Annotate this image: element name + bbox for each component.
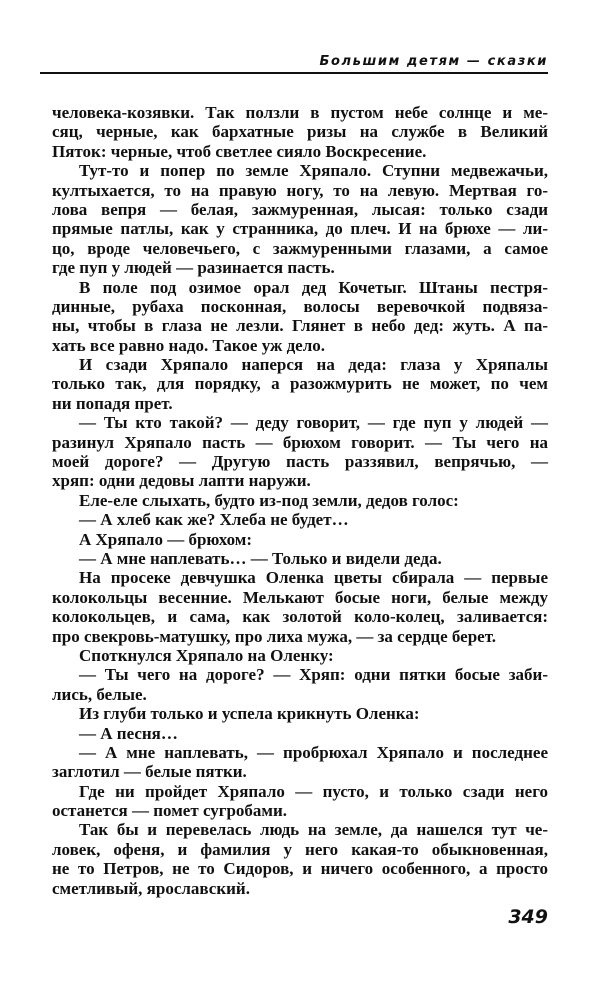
- text-line: Пяток: черные, чтоб светлее сияло Воскресение.: [52, 141, 427, 161]
- text-line: разинул Хряпало пасть — брюхом говорит. — Ты чего на: [52, 432, 548, 452]
- text-line: лова вепря — белая, зажмуренная, лысая: только сзади: [52, 199, 548, 219]
- text-line: колокольцев, и сама, как золотой коло-колец, заливается:: [52, 607, 548, 627]
- text-line: цо, вроде человечьего, с зажмуренными глазами, а самое: [52, 238, 548, 258]
- paragraph: [52, 568, 548, 646]
- paragraph: [52, 413, 548, 491]
- text-line: А Хряпало — брюхом:: [79, 529, 252, 549]
- text-line: — А мне наплевать, — пробрюхал Хряпало и последнее: [79, 742, 548, 762]
- text-line: — А мне наплевать… — Только и видели деда.: [79, 548, 442, 568]
- text-line: култыхается, то на правую ногу, то на левую. Мертвая го-: [52, 180, 548, 200]
- text-line: Споткнулся Хряпало на Оленку:: [79, 645, 334, 665]
- paragraph: [52, 530, 548, 549]
- paragraph: [52, 820, 548, 898]
- paragraph: [52, 724, 548, 743]
- paragraph: [52, 161, 548, 277]
- paragraph: [52, 646, 548, 665]
- text-line: моей дороге? — Другую пасть раззявил, вепрячью, —: [52, 452, 548, 472]
- paragraph: [52, 491, 548, 510]
- text-line: не то Петров, не то Сидоров, и ничего особенного, а просто: [52, 859, 548, 879]
- text-line: прямые патлы, как у странника, до плеч. И на брюхе — ли-: [52, 219, 548, 239]
- paragraph: [52, 103, 548, 161]
- text-line: — А песня…: [79, 723, 178, 743]
- paragraph: [52, 549, 548, 568]
- text-line: колокольцы весенние. Мелькают босые ноги, белые между: [52, 587, 548, 607]
- text-line: ны, чтобы в глаза не лезли. Глянет в небо дед: жуть. А па-: [52, 316, 548, 336]
- paragraph: [52, 782, 548, 821]
- paragraph: [52, 665, 548, 704]
- text-line: — А хлеб как же? Хлеба не будет…: [79, 510, 349, 530]
- text-line: И сзади Хряпало наперся на деда: глаза у Хряпалы: [79, 355, 548, 375]
- text-line: сяц, черные, как бархатные ризы на службе в Великий: [52, 122, 548, 142]
- text-line: хряп: одни дедовы лапти наружи.: [52, 471, 311, 491]
- text-line: Так бы и перевелась людь на земле, да нашелся тут че-: [79, 820, 548, 840]
- paragraph: [52, 355, 548, 413]
- running-head: Большим детям — сказки: [319, 54, 548, 69]
- text-line: Где ни пройдет Хряпало — пусто, и только сзади него: [79, 781, 548, 801]
- header-rule: [40, 72, 548, 74]
- paragraph: [52, 743, 548, 782]
- body-text: [52, 103, 548, 898]
- text-line: — Ты чего на дороге? — Хряп: одни пятки босые заби-: [79, 665, 548, 685]
- text-line: сметливый, ярославский.: [52, 878, 250, 898]
- text-line: Еле-еле слыхать, будто из-под земли, дедов голос:: [79, 490, 459, 510]
- text-line: динные, рубаха посконная, волосы веревочкой подвяза-: [52, 296, 548, 316]
- text-line: останется — помет сугробами.: [52, 801, 288, 821]
- paragraph: [52, 704, 548, 723]
- text-line: В поле под озимое орал дед Кочетыг. Штаны пестря-: [79, 277, 548, 297]
- text-line: Тут-то и попер по земле Хряпало. Ступни медвежачьи,: [79, 161, 548, 181]
- text-line: человека-козявки. Так ползли в пустом небе солнце и ме-: [52, 103, 548, 122]
- text-line: На просеке девчушка Оленка цветы сбирала — первые: [79, 568, 548, 588]
- text-line: — Ты кто такой? — деду говорит, — где пуп у людей —: [79, 413, 548, 433]
- page-number: 349: [508, 906, 548, 928]
- paragraph: [52, 510, 548, 529]
- text-line: Из глуби только и успела крикнуть Оленка:: [79, 704, 420, 724]
- text-line: ни попадя прет.: [52, 393, 173, 413]
- text-line: хать все равно надо. Такое уж дело.: [52, 335, 326, 355]
- text-line: ловек, офеня, и фамилия у него какая-то обыкновенная,: [52, 839, 548, 859]
- paragraph: [52, 278, 548, 356]
- text-line: заглотил — белые пятки.: [52, 762, 247, 782]
- text-line: где пуп у людей — разинается пасть.: [52, 258, 335, 278]
- text-line: про свекровь-матушку, про лиха мужа, — за сердце берет.: [52, 626, 497, 646]
- text-line: только так, для порядку, а разожмурить не может, по чем: [52, 374, 548, 394]
- text-line: лись, белые.: [52, 684, 147, 704]
